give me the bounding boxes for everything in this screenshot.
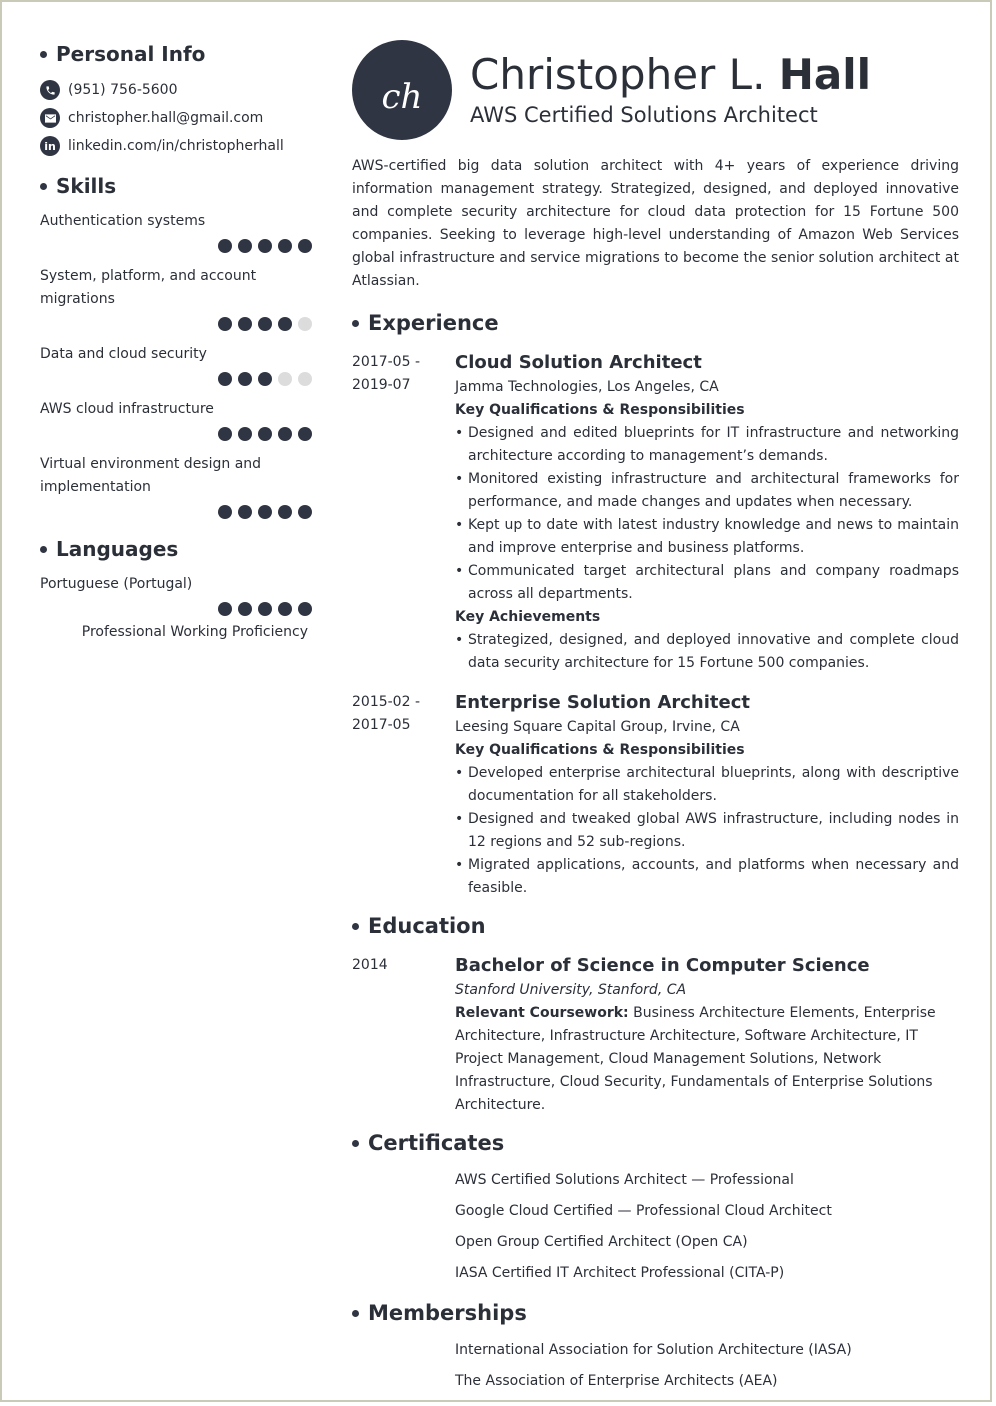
skills-list — [40, 210, 312, 519]
rating-dot-filled — [218, 317, 232, 331]
skill-rating — [40, 505, 312, 519]
job-date-end: 2017-05 — [352, 717, 411, 733]
job-dates — [352, 349, 455, 675]
certificate-item: Open Group Certified Architect (Open CA) — [455, 1234, 748, 1250]
language-proficiency: Professional Working Proficiency — [81, 624, 308, 640]
email-text[interactable]: christopher.hall@gmail.com — [68, 110, 264, 126]
heading-bullet — [40, 51, 47, 58]
skills-heading: Skills — [40, 174, 312, 198]
heading-bullet — [352, 1310, 359, 1317]
job-title: AWS Certified Solutions Architect — [470, 103, 818, 127]
skill-item — [40, 343, 312, 386]
rating-dot-filled — [238, 372, 252, 386]
education-heading: Education — [352, 914, 959, 938]
certificate-item: Google Cloud Certified — Professional Cloud Architect — [455, 1203, 832, 1219]
rating-dot-filled — [278, 239, 292, 253]
name-block — [470, 50, 871, 130]
rating-dot-filled — [278, 317, 292, 331]
degree-title: Bachelor of Science in Computer Science — [455, 955, 870, 976]
responsibilities-heading: Key Qualifications & Responsibilities — [455, 742, 745, 758]
skill-item — [40, 210, 312, 253]
responsibilities-list — [455, 422, 959, 606]
experience-list — [352, 349, 959, 900]
job-dates — [352, 689, 455, 900]
heading-bullet — [40, 546, 47, 553]
memberships-heading: Memberships — [352, 1301, 959, 1325]
job-body — [455, 349, 959, 675]
certificates-heading: Certificates — [352, 1131, 959, 1155]
responsibilities-list — [455, 762, 959, 900]
rating-dot-filled — [258, 602, 272, 616]
contact-list — [40, 76, 312, 160]
phone-icon — [40, 80, 60, 100]
contact-phone — [40, 76, 312, 104]
membership-item: International Association for Solution Architecture (IASA) — [455, 1342, 852, 1358]
heading-bullet — [40, 183, 47, 190]
rating-dot-filled — [238, 317, 252, 331]
certificate-item: AWS Certified Solutions Architect — Professional — [455, 1172, 794, 1188]
job-date-start: 2015-02 - — [352, 694, 420, 710]
language-item — [40, 573, 312, 640]
job-title: Enterprise Solution Architect — [455, 692, 751, 713]
experience-entry — [352, 349, 959, 675]
left-column — [40, 42, 312, 640]
school-name: Stanford University, Stanford, CA — [455, 982, 687, 998]
skill-item — [40, 398, 312, 441]
heading-bullet — [352, 1140, 359, 1147]
heading-bullet — [352, 923, 359, 930]
job-body — [455, 689, 959, 900]
skill-item — [40, 265, 312, 331]
skill-name: Data and cloud security — [40, 346, 207, 362]
rating-dot-empty — [298, 372, 312, 386]
right-column — [352, 40, 959, 1401]
skill-name: AWS cloud infrastructure — [40, 401, 214, 417]
avatar: ch — [352, 40, 452, 140]
rating-dot-filled — [218, 427, 232, 441]
certificates-list — [455, 1169, 959, 1285]
rating-dot-filled — [298, 427, 312, 441]
rating-dot-filled — [218, 372, 232, 386]
experience-heading: Experience — [352, 311, 959, 335]
rating-dot-filled — [238, 505, 252, 519]
skill-name: Authentication systems — [40, 213, 206, 229]
achievement-item: • Strategized, designed, and deployed innovative and complete cloud data security architecture for 15 Fortune 500 companies. — [455, 629, 959, 675]
coursework: Relevant Coursework: Business Architecture Elements, Enterprise Architecture, Infrastructure Architecture, Software Architecture, IT Project Management, Cloud Management Solutions, Network Infrastructure, Cloud Security, Fundamentals of Enterprise Solutions Architecture. — [455, 1005, 936, 1113]
linkedin-icon: in — [40, 136, 60, 156]
job-company: Leesing Square Capital Group, Irvine, CA — [455, 719, 740, 735]
rating-dot-filled — [258, 427, 272, 441]
job-title: Cloud Solution Architect — [455, 352, 702, 373]
heading-bullet — [352, 320, 359, 327]
rating-dot-filled — [258, 239, 272, 253]
rating-dot-filled — [298, 505, 312, 519]
rating-dot-filled — [218, 602, 232, 616]
rating-dot-filled — [238, 239, 252, 253]
rating-dot-filled — [258, 372, 272, 386]
rating-dot-filled — [258, 317, 272, 331]
language-name: Portuguese (Portugal) — [40, 576, 193, 592]
education-body — [455, 952, 959, 1117]
languages-heading: Languages — [40, 537, 312, 561]
job-date-end: 2019-07 — [352, 377, 411, 393]
job-company: Jamma Technologies, Los Angeles, CA — [455, 379, 719, 395]
rating-dot-filled — [278, 427, 292, 441]
certificate-item: IASA Certified IT Architect Professional (CITA-P) — [455, 1265, 785, 1281]
email-icon — [40, 108, 60, 128]
rating-dot-filled — [278, 602, 292, 616]
responsibilities-heading: Key Qualifications & Responsibilities — [455, 402, 745, 418]
responsibility-item: • Designed and tweaked global AWS infrastructure, including nodes in 12 regions and 52 sub-regions. — [455, 808, 959, 854]
skill-rating — [40, 372, 312, 386]
membership-item: The Association of Enterprise Architects (AEA) — [455, 1373, 778, 1389]
rating-dot-filled — [238, 427, 252, 441]
rating-dot-filled — [298, 602, 312, 616]
resume-header — [352, 40, 959, 140]
responsibility-item: • Designed and edited blueprints for IT infrastructure and networking architecture according to management’s demands. — [455, 422, 959, 468]
skill-name: Virtual environment design and implementation — [40, 456, 262, 495]
contact-linkedin — [40, 132, 312, 160]
achievements-list — [455, 629, 959, 675]
skill-item — [40, 453, 312, 519]
phone-text[interactable]: (951) 756-5600 — [68, 82, 178, 98]
job-date-start: 2017-05 - — [352, 354, 420, 370]
rating-dot-empty — [278, 372, 292, 386]
summary-paragraph: AWS-certified big data solution architect with 4+ years of experience driving information management strategy. Strategized, designed, and deployed innovative and complete security architecture for cloud data protection for 15 Fortune 500 companies. Seeking to leverage high-level understanding of Amazon Web Services global infrastructure and service migrations to become the senior solution architect at Atlassian. — [352, 158, 959, 289]
contact-email — [40, 104, 312, 132]
rating-dot-filled — [258, 505, 272, 519]
linkedin-text[interactable]: linkedin.com/in/christopherhall — [68, 138, 284, 154]
memberships-list — [455, 1339, 959, 1393]
responsibility-item: • Kept up to date with latest industry knowledge and news to maintain and improve enterprise and business platforms. — [455, 514, 959, 560]
skill-rating — [40, 602, 312, 616]
skill-rating — [40, 317, 312, 331]
education-entry — [352, 952, 959, 1117]
rating-dot-filled — [218, 239, 232, 253]
rating-dot-filled — [298, 239, 312, 253]
education-date: 2014 — [352, 957, 388, 973]
responsibility-item: • Monitored existing infrastructure and architectural frameworks for performance, and made changes and updates when necessary. — [455, 468, 959, 514]
candidate-name: Christopher L. Hall — [470, 50, 872, 99]
rating-dot-filled — [218, 505, 232, 519]
responsibility-item: • Migrated applications, accounts, and platforms when necessary and feasible. — [455, 854, 959, 900]
skill-name: System, platform, and account migrations — [40, 268, 257, 307]
responsibility-item: • Communicated target architectural plans and company roadmaps across all departments. — [455, 560, 959, 606]
experience-entry — [352, 689, 959, 900]
skill-rating — [40, 239, 312, 253]
achievements-heading: Key Achievements — [455, 609, 601, 625]
responsibility-item: • Developed enterprise architectural blueprints, along with descriptive documentation for all stakeholders. — [455, 762, 959, 808]
rating-dot-filled — [278, 505, 292, 519]
skill-rating — [40, 427, 312, 441]
rating-dot-empty — [298, 317, 312, 331]
personal-info-heading: Personal Info — [40, 42, 312, 66]
languages-list — [40, 573, 312, 640]
rating-dot-filled — [238, 602, 252, 616]
